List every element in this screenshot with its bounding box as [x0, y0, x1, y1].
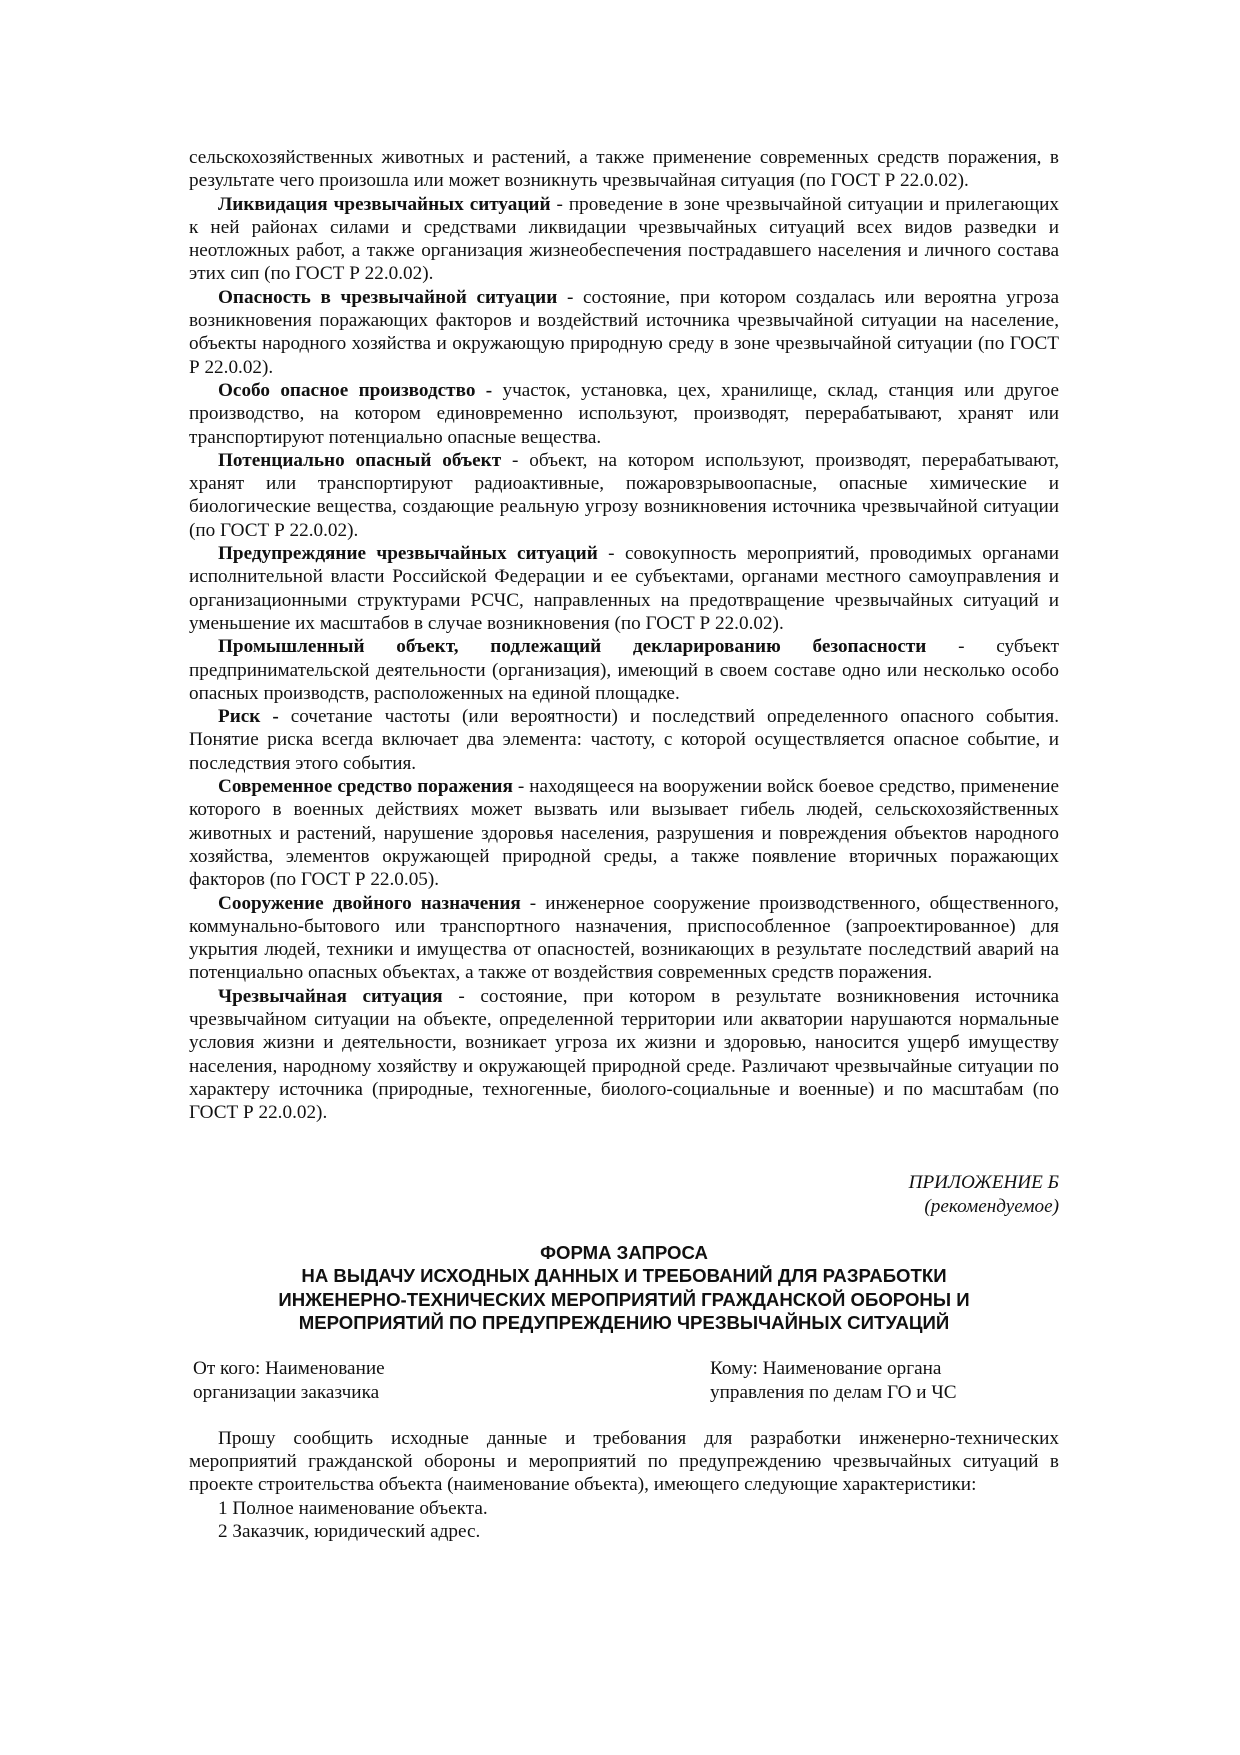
to-block — [710, 1357, 1020, 1404]
document-page — [189, 146, 1059, 1543]
glossary-entry-prevention — [189, 542, 1059, 635]
glossary-definition: - объект, на котором используют, производят, перерабатывают, хранят или транспортируют радиоактивные, пожаровзрывоопасные, опасные химические и биологические вещества, создающие реальную угрозу возникновения источника чрезвычайной ситуации (по ГОСТ Р 22.0.02). — [189, 449, 1059, 541]
form-title — [189, 1241, 1059, 1334]
glossary-term: Опасность в чрезвычайной ситуации — [218, 286, 558, 308]
request-paragraph: Прошу сообщить исходные данные и требования для разработки инженерно-технических мероприятий гражданской обороны и мероприятий по предупреждению чрезвычайных ситуаций в проекте строительства объекта (наименование объекта), имеющего следующие характеристики: — [189, 1427, 1059, 1496]
list-item: 1 Полное наименование объекта. — [218, 1497, 488, 1519]
glossary-term: Предупреждяние чрезвычайных ситуаций — [218, 543, 598, 565]
list-item: 2 Заказчик, юридический адрес. — [218, 1521, 481, 1543]
glossary-definition: - проведение в зоне чрезвычайной ситуации и прилегающих к ней районах силами и средствами ликвидации чрезвычайных ситуаций всех видов разведки и неотложных работ, а также организация жизнеобеспечения пострадавшего населения и личного состава этих сип (по ГОСТ Р 22.0.02). — [189, 193, 1060, 285]
glossary-term: Чрезвычайная ситуация — [218, 985, 443, 1007]
glossary-definition: - состояние, при котором в результате возникновения источника чрезвычайном ситуации на объекте, определенной территории или акватории нарушаются нормальные условия жизни и деятельности, возникает угроза их жизни и здоровью, наносится ущерб имуществу населения, народному хозяйству и окружающей природной среде. Различают чрезвычайные ситуации по характеру источника (природные, техногенные, биолого-социальные и военные) и по масштабам (по ГОСТ Р 22.0.02). — [189, 985, 1059, 1124]
glossary-definition: - совокупность мероприятий, проводимых органами исполнительной власти Российской Федерации и ее субъектами, органами местного самоуправления и организационными структурами РСЧС, направленных на предотвращение чрезвычайных ситуаций и уменьшение их масштабов в случае возникновения (по ГОСТ Р 22.0.02). — [189, 543, 1059, 634]
glossary-entry-potentially-hazardous-object — [189, 449, 1059, 542]
form-title-line: ФОРМА ЗАПРОСА — [540, 1242, 708, 1264]
appendix-status: (рекомендуемое) — [924, 1195, 1059, 1217]
glossary-continuation: сельскохозяйственных животных и растений, а также применение современных средств поражения, в результате чего произошла или может возникнуть чрезвычайная ситуация (по ГОСТ Р 22.0.02). — [189, 147, 1059, 192]
glossary-term: Современное средство поражения — [218, 776, 513, 798]
glossary-definition: - находящееся на вооружении войск боевое средство, применение которого в военных действиях может вызвать или вызывает гибель людей, сельскохозяйственных животных и растений, нарушение здоровья населения, разрушения и повреждения объектов народного хозяйства, элементов окружающей природной среды, а также появление вторичных поражающих факторов (по ГОСТ Р 22.0.05). — [189, 776, 1059, 891]
address-block — [189, 1357, 1059, 1404]
glossary-definition: - субъект предпринимательской деятельности (организация), имеющий в своем составе одно или несколько особо опасных производств, расположенных на единой площадке. — [189, 636, 1059, 704]
glossary-term: Сооружение двойного назначения — [218, 892, 521, 914]
glossary-term: Промышленный объект, подлежащий декларированию безопасности — [218, 636, 927, 658]
form-title-line: НА ВЫДАЧУ ИСХОДНЫХ ДАННЫХ И ТРЕБОВАНИЙ ДЛЯ РАЗРАБОТКИ — [301, 1265, 947, 1287]
glossary-term: Особо опасное производство - — [218, 379, 493, 401]
glossary-entry-industrial-object — [189, 635, 1059, 705]
from-line: От кого: Наименование — [193, 1358, 385, 1380]
glossary-entry-hazardous-production — [189, 379, 1059, 449]
glossary-entry-liquidation — [189, 193, 1059, 286]
glossary-definition: участок, установка, цех, хранилище, склад, станция или другое производство, на котором единовременно используют, производят, перерабатывают, хранят или транспортируют потенциально опасные вещества. — [189, 379, 1059, 448]
glossary-entry-risk — [189, 705, 1059, 775]
glossary-entry-modern-weapon — [189, 775, 1059, 891]
glossary-definition: - инженерное сооружение производственного, общественного, коммунально-бытового или транспортного назначения, приспособленное (запроектированное) для укрытия людей, техники и имущества от опасностей, возникающих в результате последствий аварий на потенциально опасных объектах, а также от воздействия современных средств поражения. — [189, 892, 1059, 984]
from-block — [193, 1357, 493, 1404]
form-title-line: МЕРОПРИЯТИЙ ПО ПРЕДУПРЕЖДЕНИЮ ЧРЕЗВЫЧАЙНЫХ СИТУАЦИЙ — [298, 1311, 950, 1333]
glossary-entry-dual-purpose-structure — [189, 892, 1059, 985]
from-line: организации заказчика — [193, 1381, 380, 1403]
glossary-term: Ликвидация чрезвычайных ситуаций — [218, 193, 551, 215]
appendix-heading — [189, 1171, 1059, 1218]
form-title-line: ИНЖЕНЕРНО-ТЕХНИЧЕСКИХ МЕРОПРИЯТИЙ ГРАЖДАНСКОЙ ОБОРОНЫ И — [278, 1288, 970, 1310]
appendix-label: ПРИЛОЖЕНИЕ Б — [908, 1172, 1059, 1194]
glossary-definition: сочетание частоты (или вероятности) и последствий определенного опасного события. Понятие риска всегда включает два элемента: частоту, с которой осуществляется опасное событие, и последствия этого события. — [189, 706, 1059, 774]
glossary-definition: - состояние, при котором создалась или вероятна угроза возникновения поражающих факторов и воздействий источника чрезвычайной ситуации на население, объекты народного хозяйства и окружающую природную среду в зоне чрезвычайной ситуации (по ГОСТ Р 22.0.02). — [189, 286, 1059, 378]
glossary-term: Риск - — [218, 706, 279, 728]
glossary-term: Потенциально опасный объект — [218, 449, 502, 471]
to-line: Кому: Наименование органа — [710, 1358, 942, 1380]
glossary-entry-danger — [189, 286, 1059, 379]
glossary-entry-emergency — [189, 985, 1059, 1125]
to-line: управления по делам ГО и ЧС — [710, 1381, 957, 1403]
